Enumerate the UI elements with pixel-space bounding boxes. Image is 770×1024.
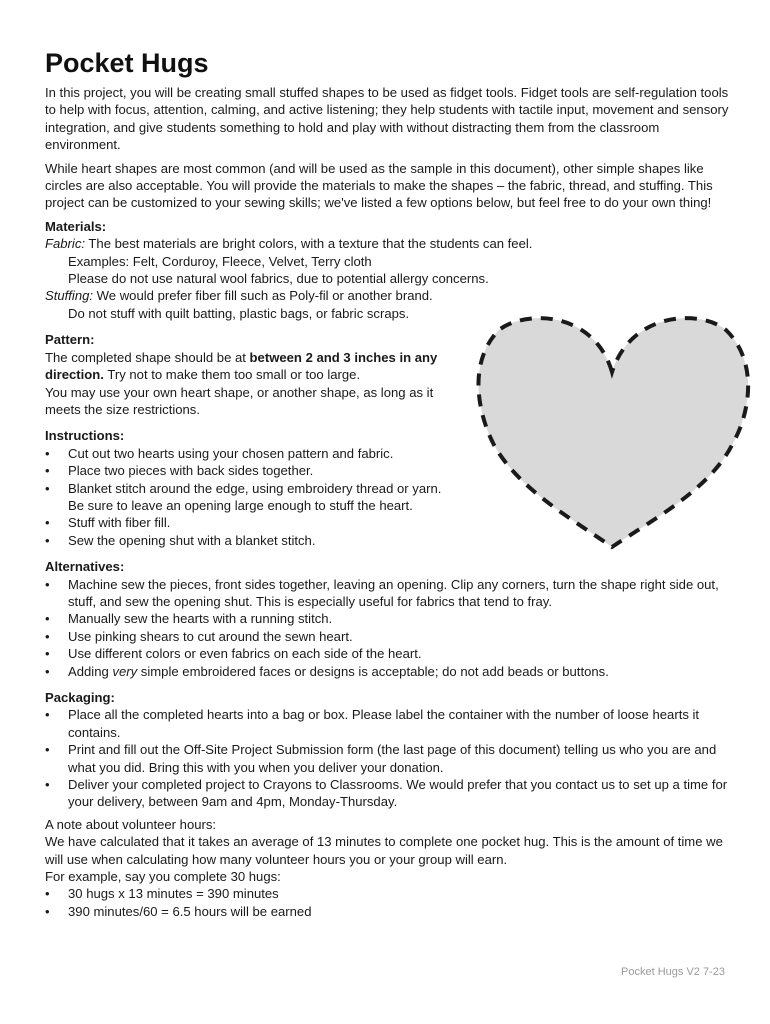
note-example: For example, say you complete 30 hugs: [45, 869, 281, 885]
instructions-heading: Instructions: [45, 428, 125, 444]
pattern-text-end: Try not to make them too small or too large. [103, 367, 361, 383]
packaging-heading: Packaging: [45, 690, 115, 705]
list-item: • Place two pieces with back sides together. [45, 462, 460, 479]
list-item: • Cut out two hearts using your chosen pattern and fabric. [45, 445, 460, 462]
list-item: • 390 minutes/60 = 6.5 hours will be earned [45, 903, 735, 920]
alternatives-list [45, 576, 735, 680]
heart-shape [478, 318, 748, 547]
volunteer-note-section [45, 816, 735, 920]
note-list [45, 885, 735, 920]
alt-last-start: Adding [68, 663, 113, 679]
list-item: • 30 hugs x 13 minutes = 390 minutes [45, 885, 735, 902]
pattern-size-bold: between 2 and 3 inches in any direction. [45, 349, 438, 383]
instructions-list [45, 445, 460, 549]
list-item: • Print and fill out the Off-Site Project Submission form (the last page of this document) telling us who you are and what you did. Bring this with you when you deliver your donation. [45, 741, 735, 776]
instructions-section [45, 427, 460, 549]
stuffing-line [45, 287, 735, 304]
list-item: • Sew the opening shut with a blanket stitch. [45, 532, 460, 549]
stuffing-label: Stuffing: [45, 288, 94, 304]
pattern-heading: Pattern: [45, 332, 95, 348]
pattern-section [45, 331, 460, 418]
fabric-text: The best materials are bright colors, with a texture that the students can feel. [85, 236, 533, 252]
page-title: Pocket Hugs [45, 48, 209, 78]
packaging-section [45, 689, 735, 811]
note-text: We have calculated that it takes an average of 13 minutes to complete one pocket hug. This is the amount of time we will use when calculating how many volunteer hours you or your group will earn. [45, 834, 723, 867]
list-item: • Manually sew the hearts with a running stitch. [45, 610, 735, 627]
stuffing-text: We would prefer fiber fill such as Poly-fil or another brand. [93, 288, 433, 304]
page-footer: Pocket Hugs V2 7-23 [621, 966, 725, 978]
intro-paragraph-2: While heart shapes are most common (and will be used as the sample in this document), other simple shapes like circles are also acceptable. You will provide the materials to make the shapes – the fabric, thread, and stuffing. This project can be customized to your sewing skills; we've listed a few options below, but feel free to do your own thing! [45, 160, 713, 211]
stuffing-note: Do not stuff with quilt batting, plastic bags, or fabric scraps. [68, 305, 410, 321]
list-item [45, 663, 735, 680]
fabric-examples: Examples: Felt, Corduroy, Fleece, Velvet, Terry cloth [68, 253, 372, 269]
pattern-text-start: The completed shape should be at [45, 349, 250, 365]
list-item: • Stuff with fiber fill. [45, 514, 460, 531]
fabric-label: Fabric: [45, 236, 86, 252]
note-heading: A note about volunteer hours: [45, 816, 217, 832]
pattern-text-2: You may use your own heart shape, or another shape, as long as it meets the size restrictions. [45, 384, 434, 417]
intro-paragraph-1: In this project, you will be creating small stuffed shapes to be used as fidget tools. Fidget tools are self-regulation tools to help with focus, attention, calming, and active listening; they help students with tactile input, movement and sensory integration, and give students something to hold and play with without distracting them from the classroom environment. [45, 85, 729, 153]
alt-last-emphasis: very [112, 663, 138, 679]
materials-section [45, 218, 735, 322]
materials-heading: Materials: [45, 218, 107, 234]
list-item: • Deliver your completed project to Crayons to Classrooms. We would prefer that you contact us to set up a time for your delivery, between 9am and 4pm, Monday-Thursday. [45, 776, 735, 811]
list-item: • Place all the completed hearts into a bag or box. Please label the container with the number of loose hearts it contains. [45, 706, 735, 741]
list-item: • Use different colors or even fabrics on each side of the heart. [45, 645, 735, 662]
list-item: • Machine sew the pieces, front sides together, leaving an opening. Clip any corners, turn the shape right side out, stuff, and sew the opening shut. This is especially useful for fabrics that tend to fray. [45, 576, 735, 611]
list-item: • Use pinking shears to cut around the sewn heart. [45, 628, 735, 645]
alternatives-section [45, 558, 735, 680]
alternatives-heading: Alternatives: [45, 559, 125, 575]
pattern-text [45, 349, 460, 384]
dashed-heart-icon [474, 310, 754, 560]
fabric-line [45, 235, 735, 252]
packaging-list [45, 706, 735, 810]
fabric-note: Please do not use natural wool fabrics, due to potential allergy concerns. [68, 271, 489, 287]
alt-last-end: simple embroidered faces or designs is acceptable; do not add beads or buttons. [137, 663, 609, 679]
list-item: • Blanket stitch around the edge, using embroidery thread or yarn. Be sure to leave an opening large enough to stuff the heart. [45, 480, 460, 515]
